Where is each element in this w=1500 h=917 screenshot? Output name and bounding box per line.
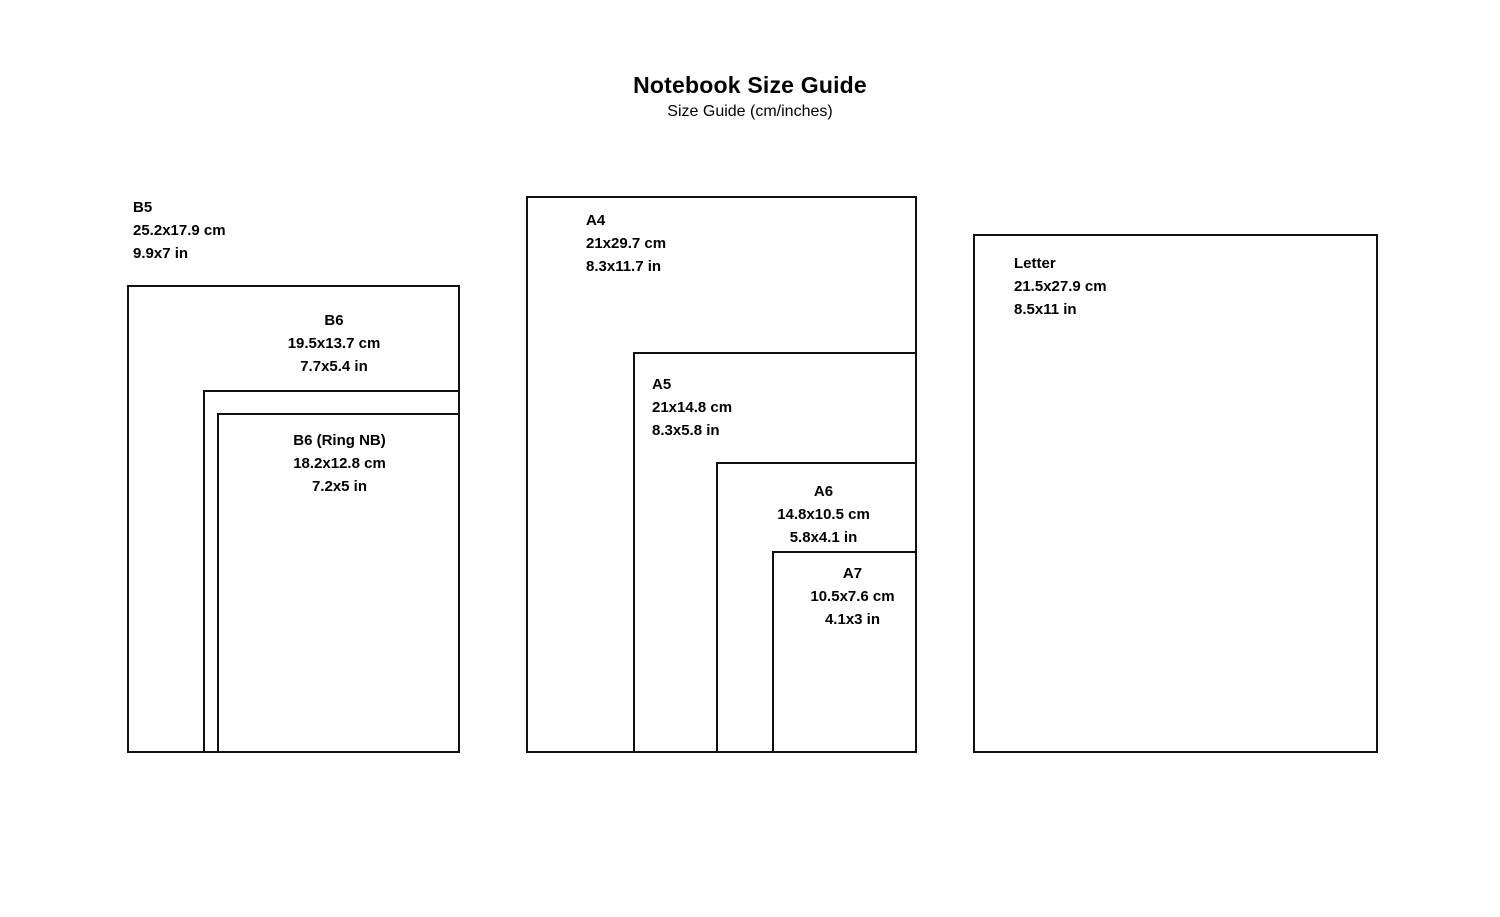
size-label-b6-ring-nb-cm: 18.2x12.8 cm — [293, 455, 386, 472]
size-label-a6-name: A6 — [813, 483, 834, 500]
size-label-b6-in: 7.7x5.4 in — [300, 358, 368, 375]
size-label-b5-cm: 25.2x17.9 cm — [133, 222, 226, 239]
size-label-b6-ring-nb-name: B6 (Ring NB) — [293, 432, 386, 449]
size-label-a4 — [586, 209, 666, 278]
size-label-a5 — [652, 373, 732, 442]
size-label-a7-name: A7 — [842, 565, 863, 582]
size-label-a5-name: A5 — [652, 376, 672, 393]
size-label-a4-name: A4 — [586, 212, 606, 229]
size-label-b6-name: B6 — [324, 312, 344, 329]
size-label-a5-in: 8.3x5.8 in — [652, 422, 720, 439]
size-label-b5 — [133, 196, 226, 265]
size-label-a6-cm: 14.8x10.5 cm — [777, 506, 870, 523]
size-label-a7 — [780, 562, 925, 631]
page-subtitle: Size Guide (cm/inches) — [667, 103, 833, 120]
page-title: Notebook Size Guide — [633, 72, 867, 98]
size-label-a6-in: 5.8x4.1 in — [789, 529, 858, 546]
size-label-b5-name: B5 — [133, 199, 153, 216]
size-label-letter-in: 8.5x11 in — [1014, 301, 1077, 318]
size-label-a6 — [726, 480, 921, 549]
size-label-a7-in: 4.1x3 in — [824, 611, 881, 628]
size-label-a7-cm: 10.5x7.6 cm — [810, 588, 895, 605]
size-label-letter — [1014, 252, 1107, 321]
size-label-letter-name: Letter — [1014, 255, 1056, 272]
size-label-a5-cm: 21x14.8 cm — [652, 399, 733, 416]
size-label-a4-in: 8.3x11.7 in — [586, 258, 662, 275]
size-label-b5-in: 9.9x7 in — [133, 245, 189, 262]
size-label-letter-cm: 21.5x27.9 cm — [1014, 278, 1107, 295]
size-label-b6 — [204, 309, 464, 378]
size-label-b6-ring-nb — [217, 429, 462, 498]
size-label-b6-cm: 19.5x13.7 cm — [287, 335, 381, 352]
size-label-b6-ring-nb-in: 7.2x5 in — [311, 478, 368, 495]
size-label-a4-cm: 21x29.7 cm — [586, 235, 667, 252]
